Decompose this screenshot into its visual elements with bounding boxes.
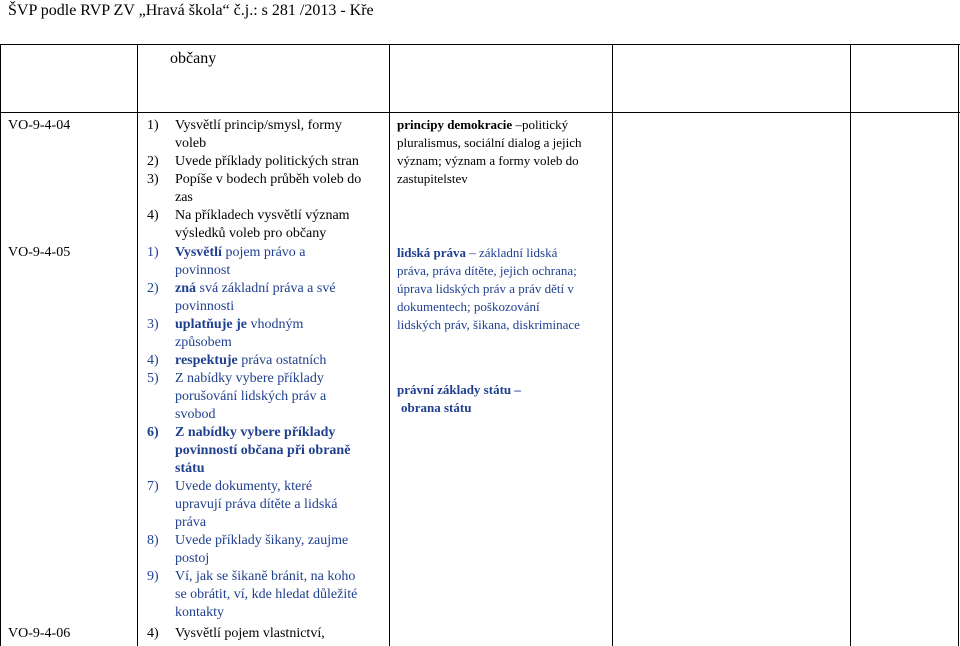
col-divider-3 (612, 44, 613, 646)
table-right-border (958, 44, 959, 646)
outcome-item: 2) zná svá základní práva a své povinnosti (147, 281, 336, 314)
outcome-item: 6) Z nabídky vybere příklady povinností občana při obraně státu (147, 425, 351, 476)
outcome-item: 7) Uvede dokumenty, které upravují práva dítěte a lidská práva (147, 479, 338, 530)
outcome-item: 5) Z nabídky vybere příklady porušování lidských práv a svobod (147, 371, 327, 422)
row-code: VO-9-4-06 (8, 626, 71, 641)
outcome-item: 3) uplatňuje je vhodným způsobem (147, 317, 304, 350)
outcome-item: 4) Vysvětlí pojem vlastnictví, (147, 626, 325, 641)
col-divider-1 (137, 44, 138, 646)
top-row-cell-text: občany (170, 50, 217, 67)
row-divider (0, 112, 960, 113)
curriculum-content: principy demokracie –politický pluralismus, sociální dialog a jejich význam; význam a formy voleb do zastupitelstev (397, 117, 582, 186)
outcome-item: 2) Uvede příklady politických stran (147, 154, 359, 169)
curriculum-content: lidská práva – základní lidská práva, práva dítěte, jejich ochrana; úprava lidských práv a práv dětí v dokumentech; poškozování lidských práv, šikana, diskriminace (397, 245, 580, 332)
table-top-border (0, 44, 960, 45)
outcome-item: 4) respektuje práva ostatních (147, 353, 327, 368)
outcomes-list (147, 244, 387, 622)
row-code: VO-9-4-04 (8, 118, 71, 133)
page-header: ŠVP podle RVP ZV „Hravá škola“ č.j.: s 281 /2013 - Kře (8, 2, 374, 19)
table-left-border (0, 44, 1, 646)
outcome-item: 1) Vysvětlí princip/smysl, formy voleb (147, 118, 342, 151)
outcomes-list (147, 117, 387, 243)
curriculum-content: právní základy státu – obrana státu (397, 382, 521, 415)
col-divider-4 (850, 44, 851, 646)
outcome-item: 3) Popíše v bodech průběh voleb do zas (147, 172, 362, 205)
outcome-item: 8) Uvede příklady šikany, zaujme postoj (147, 533, 349, 566)
outcome-item: 1) Vysvětlí pojem právo a povinnost (147, 245, 306, 278)
row-code: VO-9-4-05 (8, 245, 71, 260)
outcome-item: 9) Ví, jak se šikaně bránit, na koho se obrátit, ví, kde hledat důležité kontakty (147, 569, 358, 620)
outcome-item: 4) Na příkladech vysvětlí význam výsledků voleb pro občany (147, 208, 350, 241)
col-divider-2 (389, 44, 390, 646)
outcomes-list (147, 625, 387, 643)
